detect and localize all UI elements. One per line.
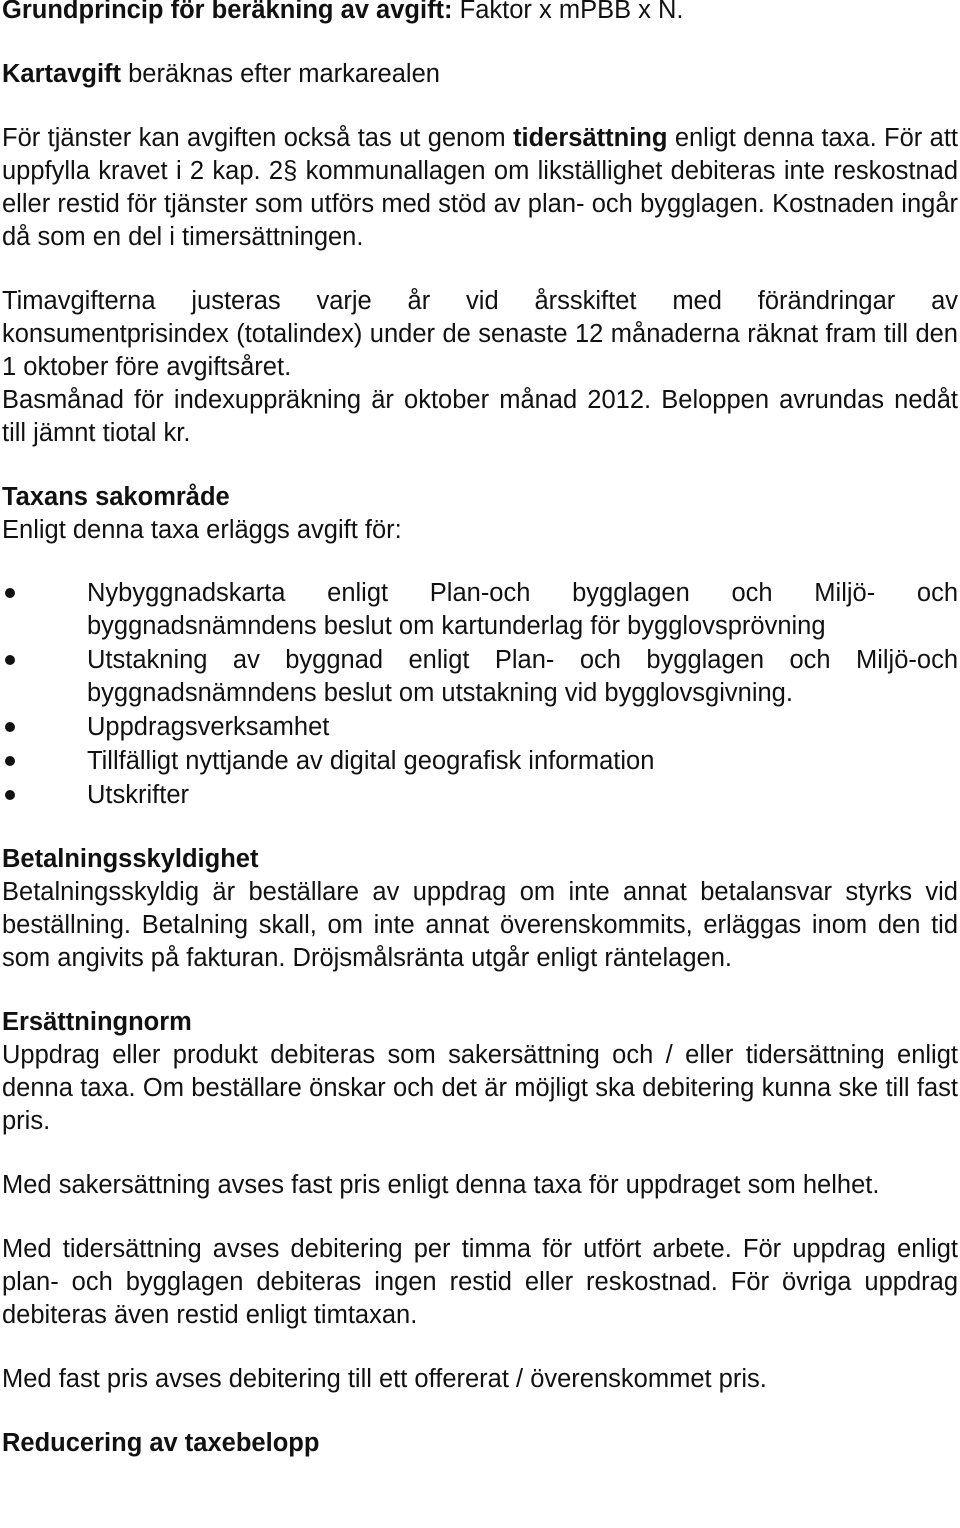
document-page xyxy=(2,0,958,1460)
compensation-paragraph-3: Med tidersättning avses debitering per timma för utfört arbete. För uppdrag enligt plan- och bygglagen debiteras ingen restid eller reskostnad. För övriga uppdrag debiteras även restid enligt timtaxan. xyxy=(2,1235,958,1329)
list-item-text: Utstakning av byggnad enligt Plan- och bygglagen och Miljö-och byggnadsnämndens beslut om utstakning vid bygglovsgivning. xyxy=(87,646,958,707)
list-item xyxy=(2,745,958,778)
bullet-icon xyxy=(5,756,15,766)
time-fee-paragraph xyxy=(2,122,958,254)
scope-heading: Taxans sakområde xyxy=(2,483,230,511)
index-paragraph: Timavgifterna justeras varje år vid årsskiftet med förändringar av konsumentprisindex (totalindex) under de senaste 12 månaderna räknat fram till den 1 oktober före avgiftsåret. xyxy=(2,287,958,381)
compensation-paragraph-4: Med fast pris avses debitering till ett offererat / överenskommet pris. xyxy=(2,1365,767,1393)
compensation-paragraph-2: Med sakersättning avses fast pris enligt denna taxa för uppdraget som helhet. xyxy=(2,1171,880,1199)
scope-list xyxy=(2,577,958,812)
scope-intro: Enligt denna taxa erläggs avgift för: xyxy=(2,516,402,544)
compensation-paragraph-1: Uppdrag eller produkt debiteras som sakersättning och / eller tidersättning enligt denna taxa. Om beställare önskar och det är möjligt ska debitering kunna ske till fast pris. xyxy=(2,1041,958,1135)
list-item-text: Tillfälligt nyttjande av digital geografisk information xyxy=(87,747,655,775)
list-item-text: Utskrifter xyxy=(87,781,189,809)
list-item-text: Nybyggnadskarta enligt Plan-och bygglagen och Miljö- och byggnadsnämndens beslut om kartunderlag för bygglovsprövning xyxy=(87,579,958,640)
map-fee-line xyxy=(2,58,958,91)
fee-principle-value: Faktor x mPBB x N. xyxy=(459,0,684,24)
list-item xyxy=(2,711,958,744)
list-item xyxy=(2,779,958,812)
bullet-icon xyxy=(5,722,15,732)
payment-heading: Betalningsskyldighet xyxy=(2,845,259,873)
map-fee-term: Kartavgift xyxy=(2,60,122,88)
fee-principle-line xyxy=(2,0,958,27)
bullet-icon xyxy=(5,588,15,598)
map-fee-rest: beräknas efter markarealen xyxy=(128,60,440,88)
list-item xyxy=(2,644,958,710)
time-fee-after: enligt denna taxa. För att uppfylla kravet i 2 kap. 2§ kommunallagen om likställighet debiteras inte reskostnad eller restid för tjänster som utförs med stöd av plan- och bygglagen. Kostnaden ingår då som en del i timersättningen. xyxy=(2,124,958,251)
time-fee-term: tidersättning xyxy=(513,124,668,152)
bullet-icon xyxy=(5,655,15,665)
time-fee-before: För tjänster kan avgiften också tas ut genom xyxy=(2,124,506,152)
list-item xyxy=(2,577,958,643)
fee-principle-label: Grundprincip för beräkning av avgift: xyxy=(2,0,453,24)
base-month-paragraph: Basmånad för indexuppräkning är oktober månad 2012. Beloppen avrundas nedåt till jämnt tiotal kr. xyxy=(2,386,958,447)
payment-paragraph: Betalningsskyldig är beställare av uppdrag om inte annat betalansvar styrks vid beställning. Betalning skall, om inte annat överenskommits, erläggas inom den tid som angivits på fakturan. Dröjsmålsränta utgår enligt räntelagen. xyxy=(2,878,958,972)
reduction-heading: Reducering av taxebelopp xyxy=(2,1429,320,1457)
bullet-icon xyxy=(5,790,15,800)
compensation-heading: Ersättningnorm xyxy=(2,1008,192,1036)
list-item-text: Uppdragsverksamhet xyxy=(87,713,330,741)
